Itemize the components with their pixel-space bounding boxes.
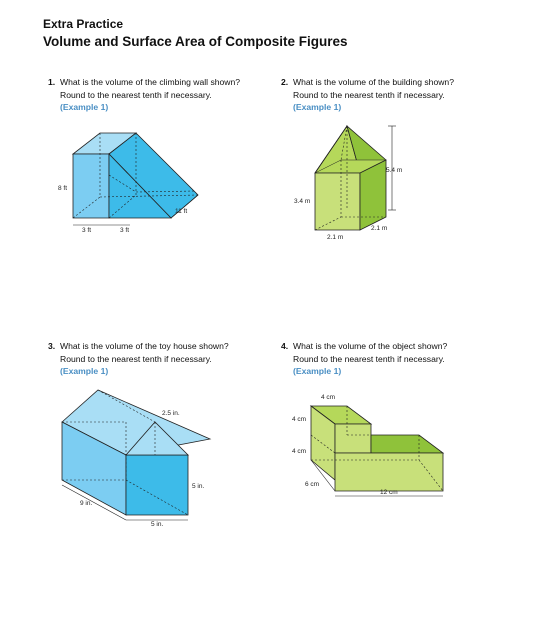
problem-question: What is the volume of the toy house shown? [60, 341, 229, 351]
depth-label: 6 cm [305, 481, 320, 488]
problem-number: 1. [48, 77, 56, 87]
top-label: 4 cm [321, 394, 336, 401]
total-height-label: 5.4 m [386, 167, 403, 174]
width-label: 2.1 m [327, 234, 344, 241]
problem-instruction: Round to the nearest tenth if necessary. [60, 89, 212, 100]
lower-front-face [335, 453, 443, 491]
cube-height-label: 3.4 m [294, 198, 311, 205]
cube-front-face [315, 173, 360, 230]
composite-object-figure [285, 390, 450, 505]
upper-front-face [335, 424, 371, 453]
height-label: 5 in. [192, 483, 205, 490]
problem-3 [48, 340, 288, 378]
depth-label: 2.1 m [371, 225, 388, 232]
front-face [126, 455, 188, 515]
problem-instruction: Round to the nearest tenth if necessary. [60, 353, 212, 364]
example-reference: (Example 1) [293, 366, 342, 376]
lower-top-face [371, 435, 443, 453]
front-face [73, 154, 109, 218]
problem-instruction: Round to the nearest tenth if necessary. [293, 89, 445, 100]
climbing-wall-figure [50, 125, 250, 240]
problem-question: What is the volume of the object shown? [293, 341, 448, 351]
problem-number: 3. [48, 341, 56, 351]
depth-label: 9 in. [80, 500, 93, 507]
problem-instruction: Round to the nearest tenth if necessary. [293, 353, 445, 364]
height-label: 8 ft [58, 185, 68, 192]
worksheet-subtitle: Extra Practice [43, 17, 124, 31]
problem-4 [281, 340, 521, 378]
example-reference: (Example 1) [60, 366, 109, 376]
problem-2 [281, 76, 521, 114]
length-label: 12 cm [380, 489, 398, 496]
width-label: 3 ft [82, 227, 92, 234]
worksheet-title: Volume and Surface Area of Composite Figures [43, 34, 348, 49]
toy-house-figure [50, 385, 250, 535]
problem-question: What is the volume of the building shown? [293, 77, 454, 87]
upper-height-label: 4 cm [292, 416, 307, 423]
problem-1 [48, 76, 288, 114]
problem-number: 2. [281, 77, 289, 87]
problem-number: 4. [281, 341, 289, 351]
building-figure [285, 120, 425, 245]
width-label: 5 in. [151, 521, 164, 528]
depth-label: 11 ft [175, 208, 188, 215]
problem-question: What is the volume of the climbing wall shown? [60, 77, 241, 87]
example-reference: (Example 1) [293, 102, 342, 112]
example-reference: (Example 1) [60, 102, 109, 112]
roof-height-label: 2.5 in. [162, 410, 180, 417]
lower-height-label: 4 cm [292, 448, 307, 455]
width-label: 3 ft [120, 227, 130, 234]
